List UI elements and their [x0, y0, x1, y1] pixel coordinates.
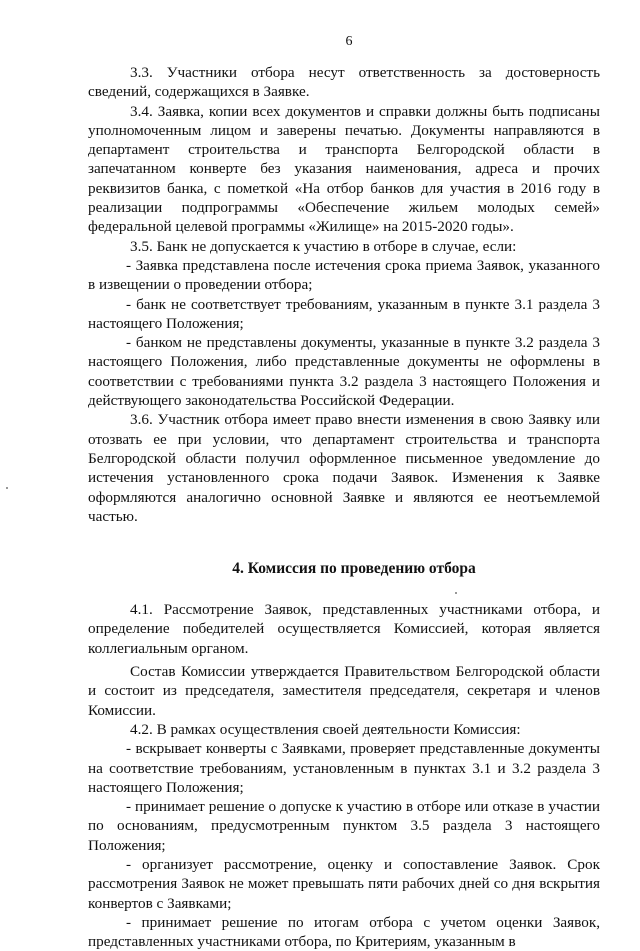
paragraph-3-4: 3.4. Заявка, копии всех документов и справки должны быть подписаны уполномоченным лицом и заверены печатью. Документы направляются в департамент строительства и транспорта Белгородской области в запечатанном конверте без указания наименования, адреса и прочих реквизитов банка, с пометкой «На отбор банков для участия в 2016 году в реализации подпрограммы «Обеспечение жильем молодых семей» федеральной целевой программы «Жилище» на 2015-2020 годы». — [88, 102, 600, 236]
paragraph-3-6: 3.6. Участник отбора имеет право внести изменения в свою Заявку или отозвать ее при условии, что департамент строительства и транспорта Белгородской области получил оформленное письменное уведомление до истечения установленного срока подачи Заявок. Изменения к Заявке оформляются аналогично основной Заявке и являются ее неотъемлемой частью. — [88, 411, 600, 525]
page-number: 6 — [345, 34, 353, 49]
paragraph-3-5-item-2: - банк не соответствует требованиям, указанным в пункте 3.1 раздела 3 настоящего Положения; — [88, 295, 600, 332]
paragraph-4-2-item-4: - принимает решение по итогам отбора с учетом оценки Заявок, представленных участниками отбора, по Критериям, указанным в — [88, 913, 600, 951]
paragraph-4-2-item-2: - принимает решение о допуске к участию в отборе или отказе в участии по основаниям, предусмотренным пунктом 3.5 раздела 3 настоящего Положения; — [88, 798, 600, 854]
paragraph-3-3: 3.3. Участники отбора несут ответственность за достоверность сведений, содержащихся в Заявке. — [88, 64, 600, 101]
paragraph-3-5-item-3: - банком не представлены документы, указанные в пункте 3.2 раздела 3 настоящего Положения, либо представленные документы не оформлены в соответствии с требованиями пункта 3.2 раздела 3 настоящего Положения и действующего законодательства Российской Федерации. — [88, 334, 600, 410]
paragraph-4-1: 4.1. Рассмотрение Заявок, представленных участниками отбора, и определение победителей осуществляется Комиссией, которая является коллегиальным органом. — [88, 601, 600, 657]
scan-speck — [6, 487, 8, 489]
paragraph-3-5-item-1: - Заявка представлена после истечения срока приема Заявок, указанного в извещении о проведении отбора; — [88, 256, 600, 294]
scan-speck — [455, 592, 457, 594]
paragraph-4-1-composition: Состав Комиссии утверждается Правительством Белгородской области и состоит из председателя, заместителя председателя, секретаря и членов Комиссии. — [88, 663, 600, 719]
paragraph-4-2-item-3: - организует рассмотрение, оценку и сопоставление Заявок. Срок рассмотрения Заявок не может превышать пяти рабочих дней со дня вскрытия конвертов с Заявками; — [88, 855, 600, 912]
paragraph-4-2-item-1: - вскрывает конверты с Заявками, проверяет представленные документы на соответствие требованиям, установленным в пунктах 3.1 и 3.2 раздела 3 настоящего Положения; — [88, 740, 600, 796]
paragraph-4-2: 4.2. В рамках осуществления своей деятельности Комиссия: — [130, 720, 521, 738]
paragraph-3-5: 3.5. Банк не допускается к участию в отборе в случае, если: — [130, 237, 517, 255]
section-4-heading: 4. Комиссия по проведению отбора — [232, 560, 476, 578]
